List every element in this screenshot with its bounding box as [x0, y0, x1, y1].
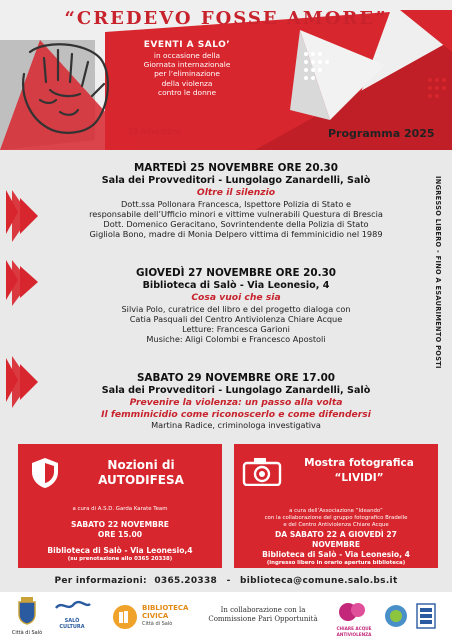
event-heading: GIOVEDÌ 27 NOVEMBRE ORE 20.30 [135, 267, 337, 279]
event-heading: MARTEDÌ 25 NOVEMBRE ORE 20.30 [133, 162, 339, 174]
autodifesa-box [18, 444, 222, 568]
comune-name: Città di Salò [11, 630, 43, 636]
intro-line: Giornata internazionale [143, 60, 231, 70]
box-credit-line: a cura dell’Associazione “Ideando” [289, 508, 383, 514]
event-line: Musiche: Aligi Colombi e Francesco Apostoli [146, 333, 326, 344]
side-note [430, 176, 442, 426]
event-line: responsabile dell’Ufficio minori e vittime vulnerabili Questura di Brescia [89, 208, 383, 219]
collab-line: Commissione Pari Opportunità [208, 615, 318, 623]
box-date-line: ORE 15.00 [97, 529, 143, 539]
event-venue: Biblioteca di Salò - Via Leonesio, 4 [142, 280, 330, 291]
box-title-line: Nozioni di [107, 458, 175, 472]
info-email[interactable]: biblioteca@comune.salo.bs.it [240, 576, 398, 586]
box-credit [234, 508, 438, 529]
event-topic: Oltre il silenzio [196, 187, 276, 198]
chiare-acque-line: CHIARE ACQUE [336, 626, 372, 631]
wave-icon [52, 598, 92, 614]
biblioteca-text [142, 604, 188, 628]
event-1 [46, 162, 426, 239]
intro-line: della violenza [161, 78, 213, 88]
event-topic: Prevenire la violenza: un passo alla volta [129, 397, 343, 408]
drop-icon [334, 600, 374, 622]
event-3 [46, 372, 426, 430]
box-date-line: SABATO 22 NOVEMBRE [71, 520, 169, 529]
date-script: 25 novembre [128, 127, 182, 136]
salo-cultura-logo [52, 598, 92, 630]
event-line: Dott.ssa Pollonara Francesca, Ispettore Polizia di Stato e [120, 198, 352, 209]
box-note: (su prenotazione allo 0365 20338) [67, 556, 173, 562]
event-heading: SABATO 29 NOVEMBRE ORE 17.00 [136, 372, 336, 384]
biblioteca-line: BIBLIOTECA [142, 604, 189, 612]
event-line: Dott. Domenico Geracitano, Sovrintendente della Polizia di Stato [103, 218, 369, 229]
box-date-line: DA SABATO 22 A GIOVEDÌ 27 [275, 530, 397, 539]
box-credit: a cura di A.S.D. Garda Karate Team [72, 506, 168, 512]
event-line: Gigliola Bono, madre di Monia Delpero vittima di femminicidio nel 1989 [89, 228, 383, 239]
karate-team-logo-icon [414, 602, 438, 630]
salo-cultura-line: SALÒ [64, 618, 80, 624]
chiare-acque-logo [334, 600, 374, 638]
box-place: Biblioteca di Salò - Via Leonesio,4 [47, 546, 193, 555]
collaboration-note [198, 606, 328, 624]
box-place: Biblioteca di Salò - Via Leonesio, 4 [262, 550, 410, 559]
event-topic: Cosa vuoi che sia [191, 292, 281, 303]
events-intro [116, 40, 258, 97]
poster-header [0, 0, 452, 150]
event-venue: Sala dei Provveditori - Lungolago Zanardelli, Salò [101, 385, 371, 396]
box-title-line: AUTODIFESA [98, 473, 184, 487]
program-label: Programma 2025 [328, 127, 435, 140]
event-2 [46, 267, 426, 344]
poster-title: “CREDEVO FOSSE AMORE” [64, 8, 388, 29]
box-title-line: “LIVIDI” [334, 472, 384, 484]
box-credit-line: con la collaborazione del gruppo fotografico Bradelle [264, 515, 408, 521]
event-line: Catia Pasquali del Centro Antiviolenza Chiare Acque [129, 313, 343, 324]
intro-line: per l’eliminazione [154, 69, 220, 79]
box-title [68, 458, 214, 488]
info-separator: - [226, 576, 231, 586]
events-title: EVENTI A SALO’ [143, 40, 231, 50]
box-title-line: Mostra fotografica [304, 457, 414, 469]
intro-line: contro le donne [158, 87, 216, 97]
camera-icon [242, 456, 282, 486]
info-label: Per informazioni: [54, 576, 147, 586]
sponsor-footer [0, 592, 452, 640]
chiare-acque-line: ANTIVIOLENZA [336, 632, 372, 637]
library-circle-icon [112, 604, 138, 630]
coat-of-arms-icon [10, 596, 44, 626]
shield-icon [30, 456, 60, 490]
collab-line: In collaborazione con la [220, 606, 306, 614]
event-venue: Sala dei Provveditori - Lungolago Zanardelli, Salò [101, 175, 371, 186]
event-line: Silvia Polo, curatrice del libro e del progetto dialoga con [121, 303, 351, 314]
box-note: (ingresso libero in orario apertura biblioteca) [266, 560, 406, 566]
association-logo-icon [384, 604, 408, 628]
info-phone[interactable]: 0365.20338 [154, 576, 218, 586]
info-bar [0, 576, 452, 586]
biblioteca-line: Città di Salò [142, 621, 173, 627]
box-date [18, 520, 222, 539]
event-line: Letture: Francesca Garioni [182, 323, 290, 334]
intro-line: in occasione della [153, 51, 221, 60]
box-date [234, 530, 438, 549]
box-credit-line: e del Centro Antiviolenza Chiare Acque [283, 522, 389, 528]
side-note-text: INGRESSO LIBERO - FINO A ESAURIMENTO POSTI [434, 176, 442, 369]
event-line: Martina Radice, criminologa investigativa [151, 420, 321, 430]
biblioteca-logo [112, 600, 196, 632]
box-date-line: NOVEMBRE [311, 539, 361, 549]
mostra-box [234, 444, 438, 568]
box-title [284, 456, 434, 486]
side-triangle-decoration [0, 150, 40, 440]
event-topic: Il femminicidio come riconoscerlo e come difendersi [101, 408, 371, 420]
salo-cultura-line: CULTURA [59, 624, 85, 630]
biblioteca-line: CIVICA [142, 612, 169, 620]
comune-logo [10, 596, 44, 636]
